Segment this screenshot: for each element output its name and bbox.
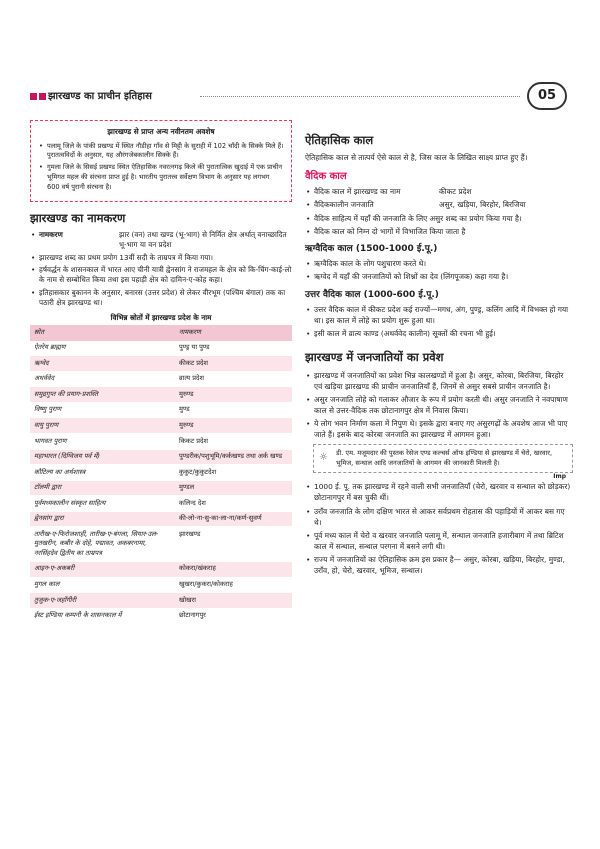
- box-paragraph: • पलामू जिले के पांकी प्रखण्ड में स्थित नौडीहा गाँव से मिट्टी के सुराही में 102 चाँदी के सिक्के मिले हैं। पुरातत्वविदों के अनुसार, यह औरंगजेबकालीन सिक्के हैं।: [38, 142, 284, 162]
- naming-bullet: • झारखण्ड शब्द का प्रथम प्रयोग 13वीं सदी के ताम्रपत्र में किया गया।: [30, 253, 292, 263]
- vedic-fact-key: • वैदिककालीन जनजाति: [314, 200, 374, 210]
- tribes-bullet: • उराँव जनजाति के लोग दक्षिण भारत से आकर सर्वप्रथम रोहतास की पहाड़ियों में आकर बस गए थे।: [305, 506, 573, 528]
- table-row: [30, 418, 292, 434]
- vedic-bullet: • वैदिक काल को निम्न दो भागों में विभाजित किया जाता है: [305, 226, 573, 237]
- name-cell: मुण्डल: [175, 480, 292, 496]
- naming-value: झार (वन) तथा खण्ड (भू-भाग) से निर्मित क्षेत्र अर्थात् वनाच्छादित भू-भाग या वन प्रदेश: [119, 229, 287, 250]
- table-header-source: स्रोत: [30, 325, 175, 341]
- table-row: [30, 465, 292, 481]
- tribes-bullet: • ये लोग भवन निर्माण कला में निपुण थे। इसके द्वारा बनाए गए असुरगढ़ों के अवशेष आज भी पाए जाते हैं। इसके बाद कोरबा जनजाति का झारखण्ड में आगमन हुआ।: [305, 418, 573, 440]
- name-cell: किकट प्रदेश: [175, 434, 292, 450]
- table-row: [30, 371, 292, 387]
- rigvedic-bullet: • ऋग्वेद में यहाँ की जनजातियों को शिश्नों का देव (लिंगपूजक) कहा गया है।: [305, 271, 573, 282]
- source-cell: ईस्ट इण्डिया कम्पनी के शासनकाल में: [30, 608, 175, 624]
- header-divider: [200, 96, 520, 97]
- vedic-fact-value: कीकट प्रदेश: [439, 187, 472, 197]
- table-row: [30, 480, 292, 496]
- latest-remains-box: [30, 120, 292, 202]
- source-cell: विष्णु पुराण: [30, 402, 175, 418]
- chapter-title: झारखण्ड का प्राचीन इतिहास: [48, 91, 152, 102]
- later-vedic-bullet: • उत्तर वैदिक काल में कीकट प्रदेश कई राज्यों—मगध, अंग, पुण्ड्र, कलिंग आदि में विभक्त हो गया था। इस काल में लोहे का प्रयोग शुरू हुआ था।: [305, 304, 573, 326]
- table-row: [30, 577, 292, 593]
- table-row: [30, 434, 292, 450]
- vedic-fact-key: • वैदिक काल में झारखण्ड का नाम: [314, 187, 401, 197]
- tribes-bullet: • राज्य में जनजातियों का ऐतिहासिक क्रम इस प्रकार है— असुर, कोरबा, खड़िया, बिरहोर, मुण्डा, उराँव, हो, चेरो, खरवार, भूमिज, सन्थाल।: [305, 554, 573, 576]
- source-cell: ऐतरेय ब्राह्मण: [30, 341, 175, 356]
- table-caption: विभिन्न स्रोतों में झारखण्ड प्रदेश के नाम: [110, 312, 212, 322]
- tribes-heading: झारखण्ड में जनजातियों का प्रवेश: [305, 350, 444, 365]
- naming-bullet: • इतिहासकार बुकानन के अनुसार, बनारस (उत्तर प्रदेश) से लेकर वीरभूम (पश्चिम बंगाल) तक का पठारी क्षेत्र झारखण्ड था।: [30, 288, 292, 309]
- important-note: [313, 444, 573, 480]
- table-row: [30, 496, 292, 512]
- page-number: 05: [527, 82, 567, 110]
- tribes-bullet: • झारखण्ड में जनजातियों का प्रवेश भिन्न कालखण्डों में हुआ है। असुर, कोरबा, बिरजिया, बिरहोर एवं खड़िया झारखण्ड की प्राचीन जनजातियाँ हैं, जिनमें से असुर सबसे प्राचीन जनजाति है।: [305, 370, 573, 392]
- table-row: [30, 449, 292, 465]
- vedic-bullet: • वैदिक साहित्य में यहाँ की जनजाति के लिए असुर शब्द का प्रयोग किया गया है।: [305, 213, 573, 224]
- historical-heading: ऐतिहासिक काल: [305, 133, 374, 147]
- rigvedic-heading: ऋग्वैदिक काल (1500-1000 ई.पू.): [305, 243, 438, 254]
- naming-definition: [30, 230, 292, 251]
- historical-intro: ऐतिहासिक काल से तात्पर्य ऐसे काल से है, जिस काल के लिखित साक्ष्य प्राप्त हुए हैं।: [305, 153, 528, 163]
- source-cell: पूर्वमध्यकालीन संस्कृत साहित्य: [30, 496, 175, 512]
- later-vedic-bullet: • इसी काल में व्रात्य काण्ड (अथर्ववेद कालीन) सूक्तों की रचना भी हुई।: [305, 328, 573, 339]
- tribes-bullet: • असुर जनजाति लोहे को गलाकर औजार के रूप में प्रयोग करती थी। असुर जनजाति ने नवपाषाण काल से उत्तर-वैदिक तक छोटानागपुर क्षेत्र में निवास किया।: [305, 394, 573, 416]
- table-row: [30, 511, 292, 527]
- rigvedic-bullet: • ऋग्वैदिक काल के लोग पशुचारण करते थे।: [305, 258, 573, 269]
- name-cell: खुखरा/कुकरा/कोकराह: [175, 577, 292, 593]
- name-cell: झारखण्ड: [175, 527, 292, 562]
- box-paragraph: • गुमला जिले के सिसई प्रखण्ड स्थित ऐतिहासिक नवरत्नगढ़ किले की पुरातात्विक खुदाई में एक प्राचीन भूमिगत महल की संरचना प्राप्त हुई है। भारतीय पुरातत्त्व सर्वेक्षण विभाग के अनुसार यह लगभग 600 वर्ष पुरानी संरचना है।: [38, 163, 284, 193]
- source-cell: महाभारत (दिग्विजय पर्व में): [30, 449, 175, 465]
- right-column: [305, 128, 573, 578]
- vedic-fact: [305, 186, 573, 197]
- box-title: झारखण्ड से प्राप्त अन्य नवीनतम अवशेष: [107, 127, 215, 136]
- important-note-text: डी. एम. मजूमदार की पुस्तक रेसेज एण्ड कल्चर्स ऑफ इण्डिया से झारखण्ड में चेरो, खरवार, भूमिज, सन्थाल आदि जनजातियों के आगमन की जानकारी मिलती है।: [336, 449, 553, 467]
- source-cell: तुजुक-ए-जहाँगीरी: [30, 593, 175, 609]
- name-cell: मुरुण्ड: [175, 418, 292, 434]
- source-cell: समुद्रगुप्त की प्रयाग-प्रशस्ति: [30, 387, 175, 403]
- vedic-heading: वैदिक काल: [305, 171, 347, 183]
- header-marker: [30, 93, 37, 100]
- table-row: [30, 608, 292, 624]
- tribes-bullet: • पूर्व मध्य काल में चेरो व खरवार जनजाति पलामू में, सन्थाल जनजाति हजारीबाग में तथा ब्रिटिश काल में सन्थाल, सन्थाल परगना में बसने लगी थी।: [305, 530, 573, 552]
- naming-heading: झारखण्ड का नामकरण: [30, 211, 126, 226]
- source-cell: कौटिल्य का अर्थशास्त्र: [30, 465, 175, 481]
- name-cell: व्रात्य प्रदेश: [175, 371, 292, 387]
- table-row: [30, 356, 292, 372]
- name-cell: खोखरा: [175, 593, 292, 609]
- source-cell: तारीख-ए-फिरोजशाही, तारीख-ए-बंगला, सियार-उल-मुतखरीन, कबीर के दोहे, पद्मावत, अकबरनामा, नरसिंहदेव द्वितीय का ताम्रपत्र: [30, 527, 175, 562]
- name-cell: पुण्डरीक/पशुभूमि/कर्कखण्ड तथा अर्क खण्ड: [175, 449, 292, 465]
- name-cell: पुण्ड्र या पुण्ड: [175, 341, 292, 356]
- name-cell: कोकरा/खंकराह: [175, 561, 292, 577]
- name-cell: कीकट प्रदेश: [175, 356, 292, 372]
- table-row: [30, 527, 292, 562]
- table-row: [30, 561, 292, 577]
- name-cell: मुण्ड: [175, 402, 292, 418]
- lightbulb-icon: ☼: [319, 452, 328, 464]
- table-row: [30, 341, 292, 356]
- later-vedic-heading: उत्तर वैदिक काल (1000-600 ई.पू.): [305, 289, 439, 300]
- naming-bullet: • हर्षवर्द्धन के शासनकाल में भारत आए चीनी यात्री ह्वेनसांग ने राजमहल के क्षेत्र को कि-चिंग-काई-लो के नाम से सम्बोधित किया तथा इस पहाड़ी क्षेत्र को दामिन-ए-कोह कहा।: [30, 265, 292, 286]
- source-cell: ह्वेनसांग द्वारा: [30, 511, 175, 527]
- name-cell: कुकुट/कुकुटदेश: [175, 465, 292, 481]
- source-cell: आइन-ए-अकबरी: [30, 561, 175, 577]
- name-cell: की-लो-ना-सु-का-ला-ना/कर्ण-सुवर्ण: [175, 511, 292, 527]
- naming-key: • नामकरण: [39, 229, 63, 239]
- source-cell: टॉलमी द्वारा: [30, 480, 175, 496]
- table-header-name: नामकरण: [175, 325, 292, 341]
- name-cell: कलिन्द देश: [175, 496, 292, 512]
- source-cell: वायु पुराण: [30, 418, 175, 434]
- vedic-fact-value: असुर, खड़िया, बिरहोर, बिरजिया: [439, 200, 526, 210]
- source-cell: अथर्ववेद: [30, 371, 175, 387]
- imp-tag: Imp: [553, 472, 566, 480]
- name-cell: मुरुण्ड: [175, 387, 292, 403]
- source-cell: ऋग्वेद: [30, 356, 175, 372]
- names-table: [30, 325, 292, 624]
- table-row: [30, 593, 292, 609]
- left-column: [30, 120, 292, 624]
- header-marker: [39, 93, 46, 100]
- vedic-fact: [305, 199, 573, 210]
- tribes-bullet: • 1000 ई. पू. तक झारखण्ड में रहने वाली सभी जनजातियाँ (चेरो, खरवार व सन्थाल को छोड़कर) छोटानागपुर में बस चुकी थीं।: [305, 481, 573, 503]
- table-row: [30, 387, 292, 403]
- name-cell: छोटानागपुर: [175, 608, 292, 624]
- source-cell: मुगल काल: [30, 577, 175, 593]
- source-cell: भागवत पुराण: [30, 434, 175, 450]
- table-row: [30, 402, 292, 418]
